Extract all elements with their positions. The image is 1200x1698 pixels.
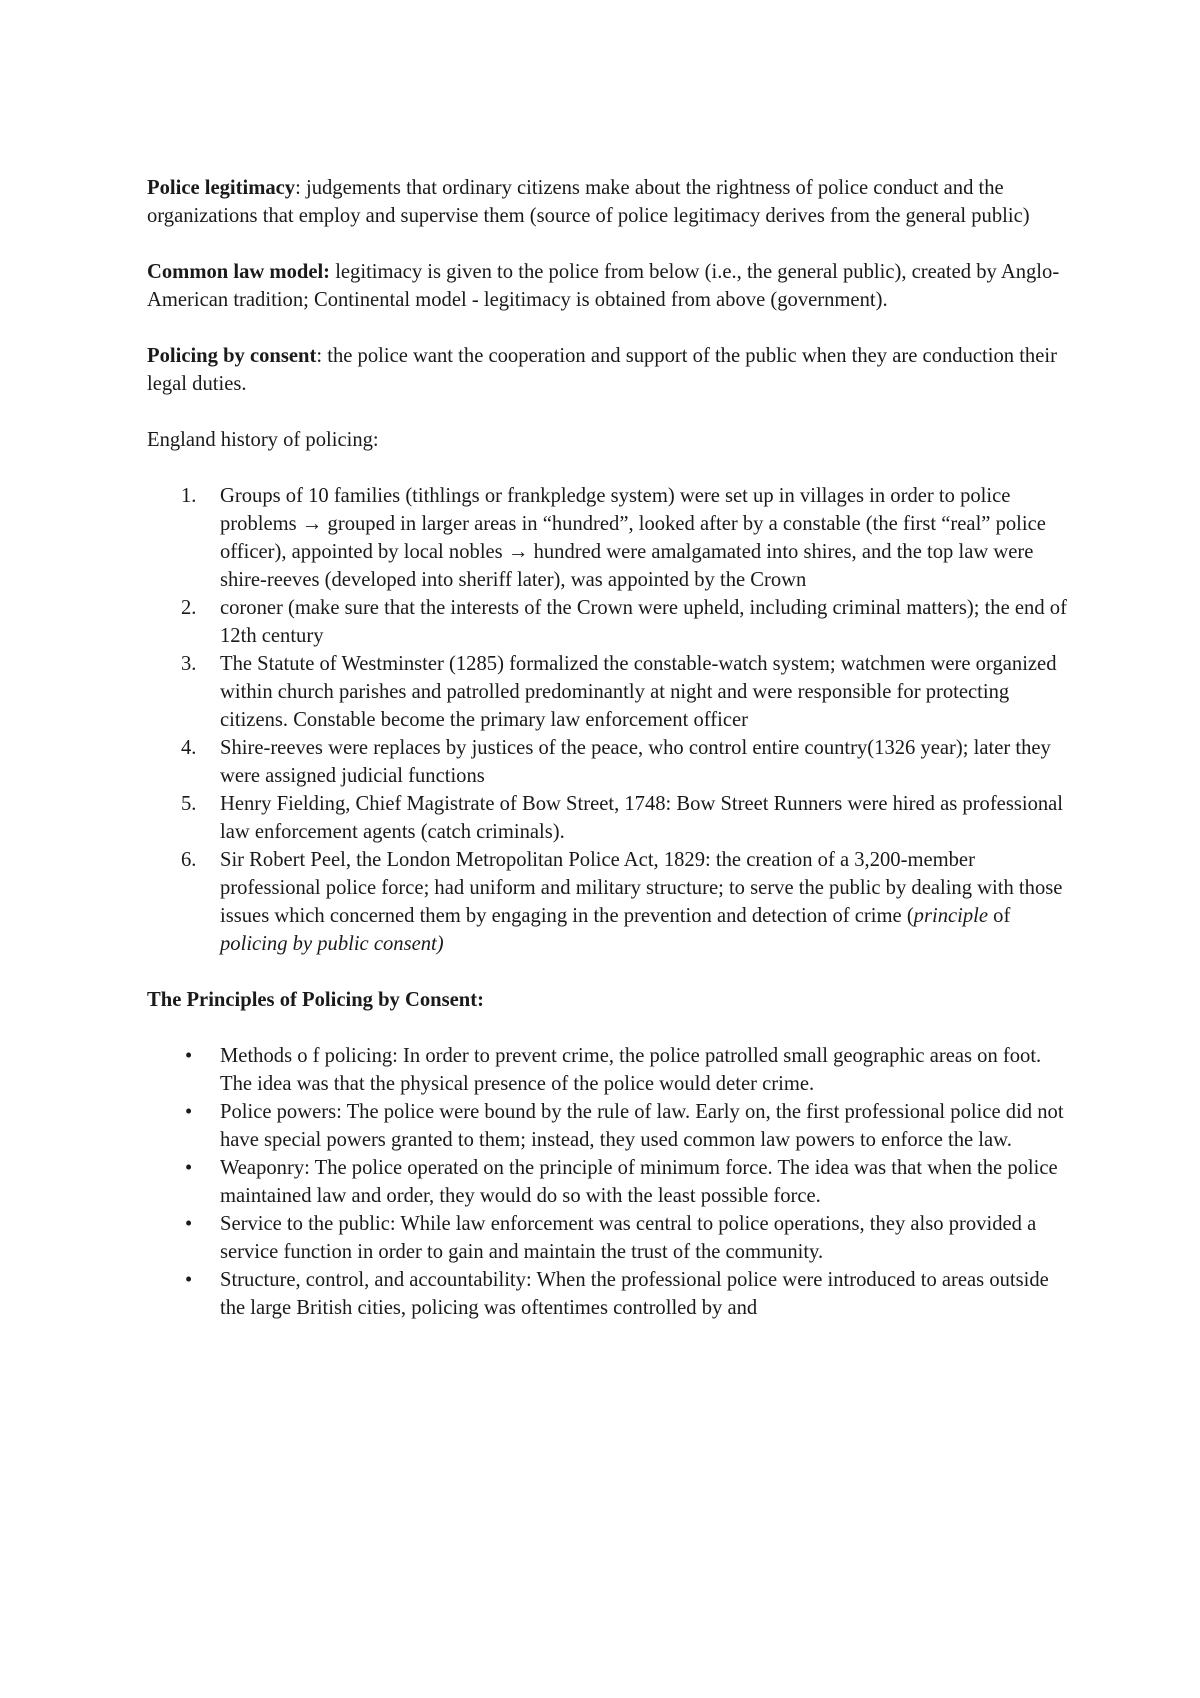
list-number: 5. [181,793,197,815]
document-page [147,174,1067,1350]
list-item [147,846,1067,958]
list-item-text: Police powers: The police were bound by the rule of law. Early on, the first professional police did not have special powers granted to them; instead, they used common law powers to enforce the law. [220,1101,1064,1151]
list-item-text: Structure, control, and accountability: When the professional police were introduced to areas outside the large British cities, policing was oftentimes controlled by and [220,1269,1049,1319]
list-number: 2. [181,597,197,619]
list-item [147,1154,1067,1210]
definition-text: judgements that ordinary citizens make about the rightness of police conduct and the organizations that employ and supervise them (source of police legitimacy derives from the general public) [147,177,1030,227]
list-item [147,734,1067,790]
definition-separator: : [316,345,323,367]
principles-heading: The Principles of Policing by Consent: [147,989,484,1011]
bullet-icon: • [185,1101,193,1123]
list-item-text: Weaponry: The police operated on the principle of minimum force. The idea was that when the police maintained law and order, they would do so with the least possible force. [220,1157,1058,1207]
italic-policing-by-public-consent: policing by public consent) [220,933,444,955]
list-item [147,1042,1067,1098]
italic-principle: principle [913,905,989,927]
list-item [147,790,1067,846]
list-item [147,482,1067,594]
list-item-text: Service to the public: While law enforcement was central to police operations, they also provided a service function in order to gain and maintain the trust of the community. [220,1213,1037,1263]
definition-term: Common law model: [147,261,331,283]
list-number: 6. [181,849,197,871]
list-item [147,1210,1067,1266]
list-number: 3. [181,653,197,675]
definition-police-legitimacy [147,174,1067,230]
list-item [147,1266,1067,1322]
definition-policing-by-consent [147,342,1067,398]
definition-term: Police legitimacy [147,177,296,199]
list-item-text: Groups of 10 families (tithlings or frankpledge system) were set up in villages in order to police problems → grouped in larger areas in “hundred”, looked after by a constable (the first “real” police officer), appointed by local nobles → hundred were amalgamated into shires, and the top law were shire-reeves (developed into sheriff later), was appointed by the Crown [220,485,1046,591]
list-item-text: coroner (make sure that the interests of the Crown were upheld, including criminal matters); the end of 12th century [220,597,1067,647]
history-list [147,482,1067,958]
bullet-icon: • [185,1269,193,1291]
bullet-icon: • [185,1213,193,1235]
principles-list [147,1042,1067,1322]
list-item-text: Shire-reeves were replaces by justices of the peace, who control entire country(1326 year); later they were assigned judicial functions [220,737,1051,787]
definition-text: legitimacy is given to the police from below (i.e., the general public), created by Anglo-American tradition; Continental model - legitimacy is obtained from above (government). [147,261,1060,311]
bullet-icon: • [185,1045,193,1067]
list-item [147,594,1067,650]
list-number: 4. [181,737,197,759]
definition-term: Policing by consent [147,345,317,367]
list-item-text: Henry Fielding, Chief Magistrate of Bow Street, 1748: Bow Street Runners were hired as professional law enforcement agents (catch criminals). [220,793,1064,843]
list-item [147,1098,1067,1154]
definition-separator: : [295,177,301,199]
list-item-text: Methods o f policing: In order to prevent crime, the police patrolled small geographic areas on foot. The idea was that the physical presence of the police would deter crime. [220,1045,1042,1095]
history-intro: England history of policing: [147,429,379,451]
definition-text: the police want the cooperation and support of the public when they are conduction their legal duties. [147,345,1057,395]
bullet-icon: • [185,1157,193,1179]
list-item [147,650,1067,734]
definition-common-law-model [147,258,1067,314]
list-item-text: Sir Robert Peel, the London Metropolitan Police Act, 1829: the creation of a 3,200-member professional police force; had uniform and military structure; to serve the public by dealing with those issues which concerned them by engaging in the prevention and detection of crime ( [220,849,1063,927]
list-item-text: The Statute of Westminster (1285) formalized the constable-watch system; watchmen were organized within church parishes and patrolled predominantly at night and were responsible for protecting citizens. Constable become the primary law enforcement officer [220,653,1057,731]
list-item-text-mid: of [988,905,1011,927]
list-number: 1. [181,485,197,507]
